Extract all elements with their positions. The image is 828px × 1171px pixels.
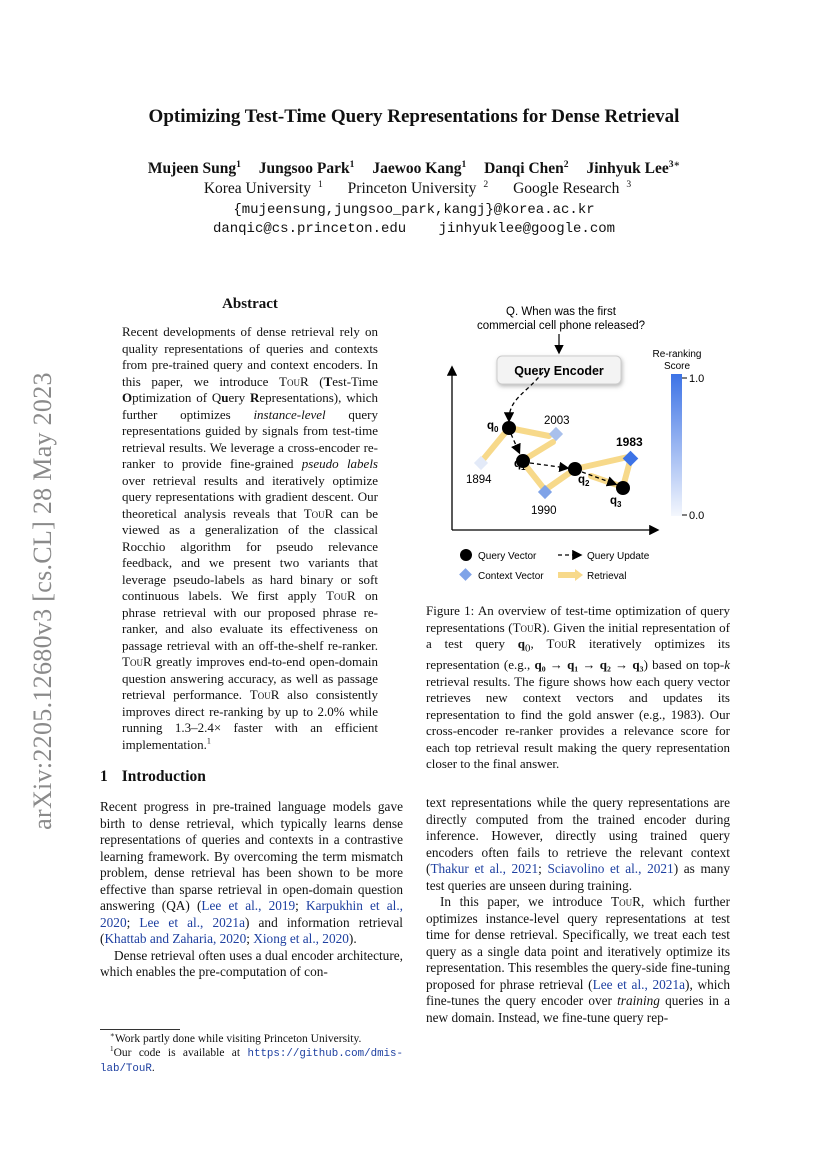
- author: Jinhyuk Lee$^{3∗}$: [586, 158, 681, 177]
- email-danqi: danqic@cs.princeton.edu: [212, 221, 407, 237]
- paragraph: Recent progress in pre-trained language models gave birth to dense retrieval, which typically learns dense representations of queries and contexts in a contrastive learning framework. By overcoming the term mismatch problem, dense retrieval has been shown to be more effective than sparse retrieval in open-domain question answering (QA) (Lee et al., 2019; Karpukhin et al., 2020; Lee et al., 2021a) and information retrieval (Khattab and Zaharia, 2020; Xiong et al., 2020).: [100, 799, 403, 946]
- legend-query-update-label: Query Update: [587, 551, 650, 562]
- paragraph: text representations while the query representations are directly computed from the trained encoder during inference. However, directly using trained query encoders often fails to retrieve the relevant context (Thakur et al., 2021; Sciavolino et al., 2021) as many test queries are unseen during training.: [426, 795, 730, 893]
- figure-1: [425, 298, 730, 598]
- legend-retrieval-arrowhead: [575, 569, 583, 581]
- code-url-link[interactable]: https://github.com/dmis-lab/TouR: [100, 1048, 403, 1075]
- context-vector-2003: [549, 427, 563, 441]
- author: Danqi Chen$^2$: [484, 158, 569, 177]
- context-label-1990: 1990: [531, 505, 557, 517]
- colorbar-title-1: Re-ranking: [652, 349, 702, 360]
- citation-link[interactable]: Xiong et al., 2020: [253, 931, 349, 946]
- email-line-2: [0, 221, 828, 237]
- figure-1-diagram: [425, 298, 730, 598]
- arxiv-stamp: [24, 352, 62, 850]
- footnote-rule: [100, 1029, 180, 1030]
- footnotes: [100, 1032, 403, 1076]
- query-vector-q0: [502, 421, 516, 435]
- question-text-line-1: Q. When was the first: [506, 306, 616, 318]
- citation-link[interactable]: Lee et al., 2021a: [139, 914, 245, 930]
- context-vector-1983: [623, 451, 639, 467]
- author: Jungsoo Park$^1$: [258, 158, 355, 177]
- email-jinhyuk: jinhyuklee@google.com: [438, 221, 616, 237]
- paper-title: Optimizing Test-Time Query Representations for Dense Retrieval: [148, 106, 680, 127]
- q3-label: $q_3$: [610, 495, 622, 509]
- email-line-1: {mujeensung,jungsoo_park,kangj}@korea.ac.kr: [233, 202, 595, 218]
- intro-column-2: [426, 795, 730, 1026]
- citation-link[interactable]: Khattab and Zaharia, 2020: [104, 931, 247, 946]
- legend-retrieval-label: Retrieval: [587, 571, 627, 582]
- query-vector-q3: [616, 481, 630, 495]
- citation-link[interactable]: Sciavolino et al., 2021: [547, 861, 674, 876]
- colorbar-min-label: 0.0: [689, 510, 705, 522]
- colorbar: [671, 374, 682, 516]
- citation-link[interactable]: Lee et al., 2019: [201, 898, 296, 913]
- colorbar-title-2: Score: [663, 361, 691, 372]
- paragraph: Dense retrieval often uses a dual encoder architecture, which enables the pre-computation of con-: [100, 947, 403, 979]
- citation-link[interactable]: Thakur et al., 2021: [430, 861, 539, 876]
- legend-context-vector-label: Context Vector: [478, 571, 544, 582]
- footnote: ∗Work partly done while visiting Princeton University.: [110, 1031, 362, 1045]
- arxiv-id: arXiv:2205.12680v3 [cs.CL] 28 May 2023: [28, 372, 57, 830]
- q2-label: $q_2$: [578, 474, 590, 488]
- intro-column-1: [100, 799, 403, 981]
- citation-link[interactable]: Lee et al., 2021a: [592, 976, 686, 992]
- footnote: $^1$Our code is available at https://github.com/dmis-lab/TouR.: [100, 1045, 403, 1075]
- affiliation-list: [0, 180, 828, 198]
- figure-1-caption: Figure 1: An overview of test-time optimization of query representations (TouR). Given the initial representation of a test query $q_0$, TouR iteratively optimizes its representation (e.g., q₀ → q₁ → q₂ → q₃) based on top-k retrieval results. The figure shows how each query vector retrieves new context vectors and updates its representation to find the gold answer (e.g., 1983). Our cross-encoder re-ranker provides a relevance score for each top retrieval result making the query representation closer to the final answer.: [426, 603, 731, 772]
- author: Mujeen Sung$^1$: [147, 158, 241, 177]
- author-list: [0, 160, 828, 178]
- legend-query-vector-label: Query Vector: [478, 551, 537, 562]
- affiliation: Princeton University $^2$: [347, 178, 489, 197]
- context-label-1894: 1894: [466, 474, 492, 486]
- context-label-1983: 1983: [616, 435, 643, 449]
- affiliation: Korea University $^1$: [203, 178, 323, 197]
- question-text-line-2: commercial cell phone released?: [476, 320, 646, 332]
- query-encoder-label: Query Encoder: [514, 364, 604, 378]
- legend-query-vector-marker: [460, 549, 472, 561]
- q1-label: $q_1$: [514, 458, 526, 472]
- citation-link[interactable]: Karpukhin et al., 2020: [100, 898, 403, 930]
- abstract-heading: Abstract: [222, 296, 278, 312]
- paragraph: In this paper, we introduce TouR, which further optimizes instance-level query representations at test time for dense retrieval. Specifically, we treat each test query as a single data point and iteratively optimize its representation. This resembles the query-side fine-tuning proposed for phrase retrieval (Lee et al., 2021a), which fine-tunes the query encoder over training queries in a new domain. Instead, we fine-tune query rep-: [426, 894, 730, 1025]
- context-label-2003: 2003: [544, 415, 570, 427]
- author: Jaewoo Kang$^1$: [372, 158, 467, 177]
- section-heading-introduction: 1 Introduction: [100, 768, 206, 785]
- q0-label: $q_0$: [487, 420, 499, 434]
- abstract-body: Recent developments of dense retrieval rely on quality representations of queries and contexts from pre-trained query and context encoders. In this paper, we introduce TouR (Test-Time Optimization of Query Representations), which further optimizes instance-level query representations guided by signals from test-time retrieval results. We leverage a cross-encoder re-ranker to provide fine-grained pseudo labels over retrieval results and iteratively optimize query representations with gradient descent. Our theoretical analysis reveals that TouR can be viewed as a generalization of the classical Rocchio algorithm for pseudo relevance feedback, and we present two variants that leverage pseudo-labels as hard binary or soft continuous labels. We first apply TouR on phrase retrieval with our proposed phrase re-ranker, and also evaluate its effectiveness on passage retrieval with an off-the-shelf re-ranker. TouR greatly improves end-to-end open-domain question answering accuracy, as well as passage retrieval performance. TouR also consistently improves direct re-ranking by up to 2.0% while running 1.3–2.4× faster with an efficient implementation.$^1$: [122, 324, 379, 752]
- legend-context-vector-marker: [459, 568, 472, 581]
- affiliation: Google Research $^3$: [513, 178, 632, 197]
- colorbar-max-label: 1.0: [689, 373, 705, 385]
